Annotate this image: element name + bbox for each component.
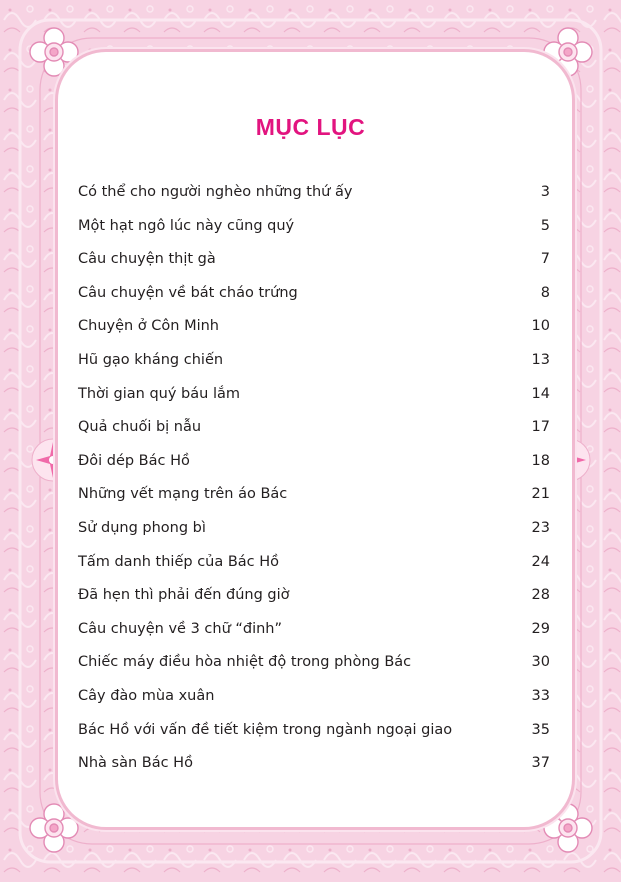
toc-entry-title: Câu chuyện thịt gà — [78, 251, 216, 268]
toc-entry[interactable] — [78, 445, 550, 479]
toc-entry[interactable] — [78, 714, 550, 748]
toc-entry-title: Những vết mạng trên áo Bác — [78, 486, 288, 503]
toc-entry-title: Một hạt ngô lúc này cũng quý — [78, 217, 295, 234]
toc-entry-page: 17 — [531, 419, 550, 436]
toc-entry[interactable] — [78, 613, 550, 647]
toc-entry-page: 8 — [540, 284, 550, 301]
toc-entry-page: 5 — [540, 217, 550, 234]
toc-entry-page: 21 — [531, 486, 550, 503]
toc-entry-page: 14 — [531, 385, 550, 402]
toc-list — [78, 176, 550, 781]
toc-entry-page: 29 — [531, 620, 550, 637]
toc-entry-title: Câu chuyện về 3 chữ “đinh” — [78, 620, 283, 637]
toc-entry[interactable] — [78, 747, 550, 781]
toc-entry[interactable] — [78, 512, 550, 546]
toc-entry-title: Cây đào mùa xuân — [78, 687, 215, 704]
toc-entry[interactable] — [78, 478, 550, 512]
toc-entry-page: 13 — [531, 351, 550, 368]
toc-entry-title: Chuyện ở Côn Minh — [78, 318, 219, 335]
toc-entry[interactable] — [78, 546, 550, 580]
toc-entry-page: 35 — [531, 721, 550, 738]
page-title: MỤC LỤC — [255, 114, 366, 140]
toc-entry[interactable] — [78, 176, 550, 210]
toc-entry-page: 7 — [540, 251, 550, 268]
toc-entry-title: Hũ gạo kháng chiến — [78, 351, 224, 368]
toc-entry[interactable] — [78, 579, 550, 613]
toc-entry-page: 33 — [531, 687, 550, 704]
toc-entry-title: Sử dụng phong bì — [78, 519, 206, 536]
toc-entry[interactable] — [78, 411, 550, 445]
toc-entry-title: Chiếc máy điều hòa nhiệt độ trong phòng Bác — [78, 654, 412, 671]
toc-entry[interactable] — [78, 378, 550, 412]
toc-entry[interactable] — [78, 344, 550, 378]
toc-entry-title: Câu chuyện về bát cháo trứng — [78, 284, 298, 301]
toc-entry-page: 3 — [540, 184, 550, 200]
toc-entry-title: Đôi dép Bác Hồ — [78, 452, 190, 469]
toc-entry-title: Có thể cho người nghèo những thứ ấy — [78, 184, 353, 200]
toc-entry-page: 30 — [531, 654, 550, 671]
toc-entry[interactable] — [78, 680, 550, 714]
toc-entry-title: Tấm danh thiếp của Bác Hồ — [78, 553, 280, 570]
toc-entry-title: Bác Hồ với vấn đề tiết kiệm trong ngành ngoại giao — [78, 721, 453, 738]
toc-entry-page: 18 — [531, 452, 550, 469]
toc-entry-title: Quả chuối bị nẫu — [78, 419, 202, 436]
toc-entry-page: 23 — [531, 519, 550, 536]
toc-entry-page: 24 — [531, 553, 550, 570]
toc-entry-page: 37 — [531, 755, 550, 772]
toc-entry[interactable] — [78, 310, 550, 344]
toc-entry[interactable] — [78, 277, 550, 311]
toc-entry-title: Thời gian quý báu lắm — [78, 385, 240, 402]
toc-entry[interactable] — [78, 646, 550, 680]
toc-entry-title: Nhà sàn Bác Hồ — [78, 755, 193, 772]
toc-entry-page: 10 — [531, 318, 550, 335]
toc-entry[interactable] — [78, 243, 550, 277]
toc-entry[interactable] — [78, 210, 550, 244]
toc-entry-page: 28 — [531, 587, 550, 604]
toc-entry-title: Đã hẹn thì phải đến đúng giờ — [78, 587, 290, 604]
